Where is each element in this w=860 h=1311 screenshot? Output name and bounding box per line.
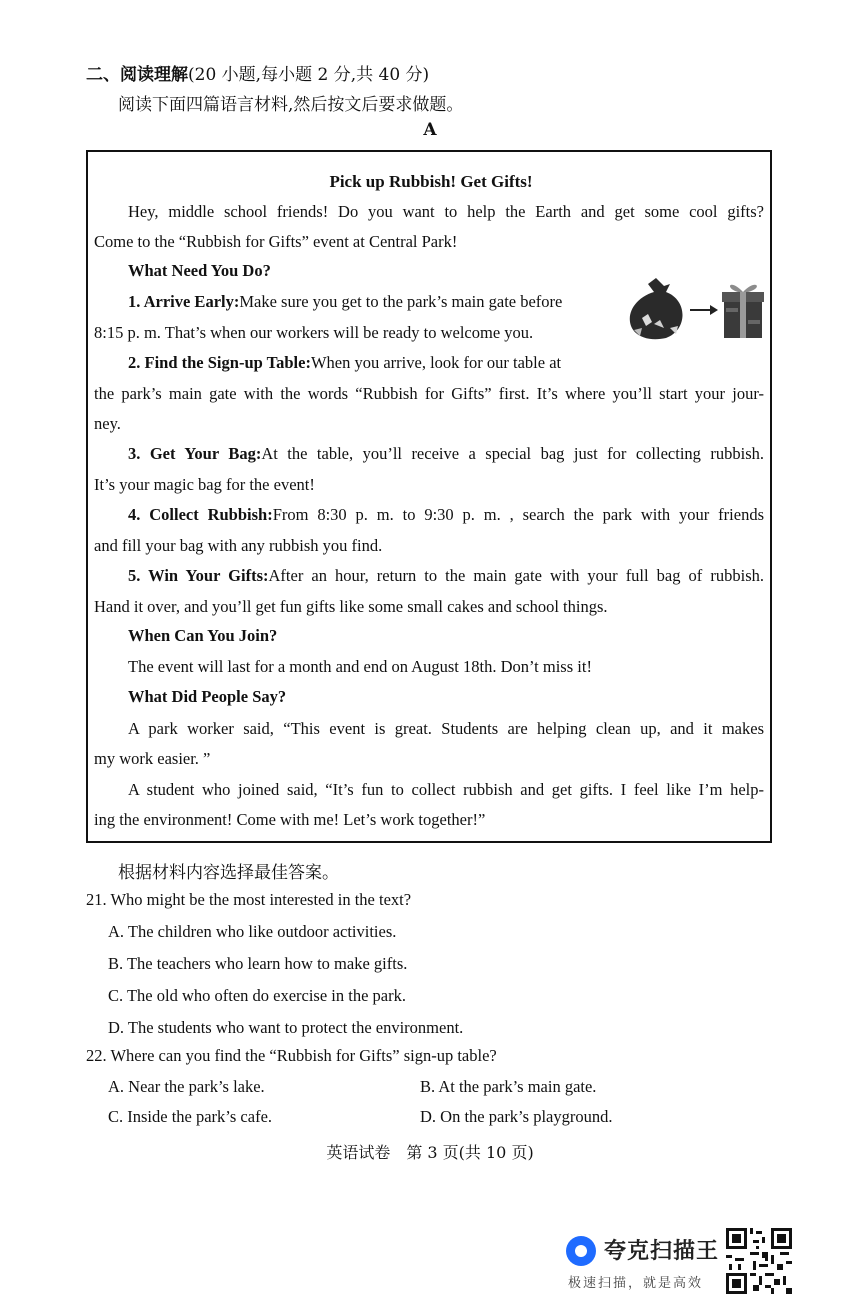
questions-instruction: 根据材料内容选择最佳答案。 xyxy=(118,863,339,883)
passage-title: Pick up Rubbish! Get Gifts! xyxy=(329,172,533,191)
question-22-option-c: C. Inside the park’s cafe. xyxy=(108,1107,273,1126)
step-2: 2. Find the Sign-up Table:When you arrive, look for our table at xyxy=(128,353,562,372)
question-22-option-d: D. On the park’s playground. xyxy=(420,1107,613,1126)
step-2-cont: ney. xyxy=(94,414,121,433)
question-21-option-d: D. The students who want to protect the environment. xyxy=(108,1018,464,1037)
section-instruction: 阅读下面四篇语言材料,然后按文后要求做题。 xyxy=(118,95,464,115)
step-1: 1. Arrive Early:Make sure you get to the park’s main gate before xyxy=(128,292,563,311)
when-text: The event will last for a month and end on August 18th. Don’t miss it! xyxy=(128,657,592,676)
step-5-cont: Hand it over, and you’ll get fun gifts like some small cakes and school things. xyxy=(94,597,608,616)
passage-box xyxy=(86,150,772,843)
page-footer: 英语试卷 第 3 页(共 10 页) xyxy=(326,1143,534,1162)
step-2-cont: the park’s main gate with the words “Rubbish for Gifts” first. It’s where you’ll start your jour- xyxy=(94,384,764,403)
quote-student-cont: ing the environment! Come with me! Let’s work together!” xyxy=(94,810,486,829)
step-5: 5. Win Your Gifts:After an hour, return to the main gate with your full bag of rubbish. xyxy=(128,566,764,585)
scanner-slogan: 极速扫描，就是高效 xyxy=(568,1276,704,1291)
heading-when-join: When Can You Join? xyxy=(128,626,278,645)
step-3: 3. Get Your Bag:At the table, you’ll receive a special bag just for collecting rubbish. xyxy=(128,444,764,463)
step-1-cont: 8:15 p. m. That’s when our workers will be ready to welcome you. xyxy=(94,323,534,342)
quote-worker-cont: my work easier. ” xyxy=(94,749,211,768)
quote-worker: A park worker said, “This event is great. Students are helping clean up, and it makes xyxy=(128,719,764,738)
question-21-option-c: C. The old who often do exercise in the park. xyxy=(108,986,406,1005)
rubbish-to-gift-illustration xyxy=(626,274,766,344)
section-title: 二、阅读理解(20 小题,每小题 2 分,共 40 分) xyxy=(86,65,430,85)
qr-code-icon xyxy=(726,1228,792,1294)
question-21-option-a: A. The children who like outdoor activities. xyxy=(108,922,397,941)
step-4: 4. Collect Rubbish:From 8:30 p. m. to 9:30 p. m. , search the park with your friends xyxy=(128,505,764,524)
step-3-cont: It’s your magic bag for the event! xyxy=(94,475,315,494)
intro-line: Come to the “Rubbish for Gifts” event at Central Park! xyxy=(94,232,458,251)
quark-logo-icon xyxy=(566,1236,596,1266)
quote-student: A student who joined said, “It’s fun to collect rubbish and get gifts. I feel like I’m help- xyxy=(128,780,764,799)
step-4-cont: and fill your bag with any rubbish you find. xyxy=(94,536,383,555)
passage-letter: A xyxy=(423,120,437,140)
rubbish-bag-icon xyxy=(630,278,683,339)
scanner-brand-name: 夸克扫描王 xyxy=(604,1239,720,1264)
heading-people-say: What Did People Say? xyxy=(128,687,287,706)
gift-box-icon xyxy=(722,285,764,338)
question-21-stem: 21. Who might be the most interested in the text? xyxy=(86,890,412,909)
heading-what-need: What Need You Do? xyxy=(128,261,271,280)
intro-line: Hey, middle school friends! Do you want to help the Earth and get some cool gifts? xyxy=(128,202,764,221)
question-22-option-a: A. Near the park’s lake. xyxy=(108,1077,265,1096)
question-22-option-b: B. At the park’s main gate. xyxy=(420,1077,597,1096)
arrow-right-icon xyxy=(690,305,718,315)
question-22-stem: 22. Where can you find the “Rubbish for Gifts” sign-up table? xyxy=(86,1046,497,1065)
question-21-option-b: B. The teachers who learn how to make gifts. xyxy=(108,954,408,973)
